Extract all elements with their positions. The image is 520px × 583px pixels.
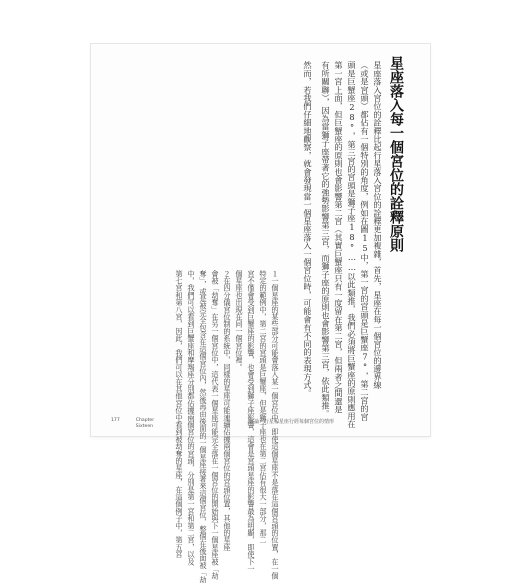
section-title: 星座落入每一個宮位的詮釋原則 [388,56,404,252]
sub-text-column: 奪」，或是被完全包含在這個宮位內，然後再由後面的一個星座接著來這個宮位，整個在後面被「劫 [199,270,208,583]
sub-text-column: 個星座也出現在同一個宮位裡。 [235,270,244,371]
running-head: 導論：行星和星座行經每個宮位的情形 [249,419,335,425]
main-text-column: （或是宮頭）都佔有一個特別的角度，例如在圖15中，第一宮的宮頭是巨蟹座7°，第二宮的宮 [360,61,370,421]
main-text-column: 有所關聯），因為當獅子座帶著它的強勢影響第三宮，而獅子座的原則也會影響第三宮，依此類推。 [321,61,331,418]
chapter-label-block [136,418,154,430]
book-page [91,44,430,583]
chapter-label: Chapter [135,418,155,423]
sub-text-column: 特定的範例中，第二宮的宮頭是巨蟹座，但是獅子座也在第二宮佔有很大一部分，那二 [259,270,268,544]
sub-text-column: ２在四分儀宮位制的系統中，同樣的星座可能連續佔據兩個宮位的宮頭位置，其他的星座 [223,270,232,551]
chapter-name: Sixteen [135,424,154,429]
main-text-column: 頭是巨蟹座28°，第三宮的宮頭是獅子座18°……以此類推，我們必須將巨蟹座的原則應用在 [347,61,357,428]
page-number: 177 [111,418,120,423]
sub-text-column: 會被「劫奪」在另一個宮位中，這代表一個星座可能完全落在一個宮位的開始與下一個星座被「劫 [211,270,220,580]
page-footer-left [111,418,154,430]
sub-text-column: 中，我們可以看到巨蟹座和摩羯座分別都佔據兩個宮位的宮頭，分別是第一宮和第二宮，以及 [187,270,196,566]
main-text-column: 然而，若我們仔細地觀察，就會發現當一個星座落入一個宮位時，可能會有不同的表現方式。 [303,61,313,398]
sub-text-column: １一個星座的某些部分可能會落入某一個宮位中，即使這個星座不是落在這個宮頭的位置，在一個 [271,270,280,580]
sub-text-column: 第七宮和第八宮，因此，我們可以在其他宮位中看到被劫奪的星座，在這個例子中，第五宮 [175,270,184,558]
sub-text-column: 宮不僅會受到巨蟹座的影響，也會受到獅子座影響，這會是宮頭星座的影響最為明顯，即使下一 [247,270,256,573]
main-text-column: 星座落入宮位的詮釋比起行星落入宮位的詮釋更加複雜，首先，星座在每一個宮位的邊界線 [373,61,383,389]
main-text-column: 第一宮上面，但巨蟹座的原則也會影響第二宮（其實巨蟹座只有一度留在第二宮，但兩者之間還是 [334,61,344,414]
